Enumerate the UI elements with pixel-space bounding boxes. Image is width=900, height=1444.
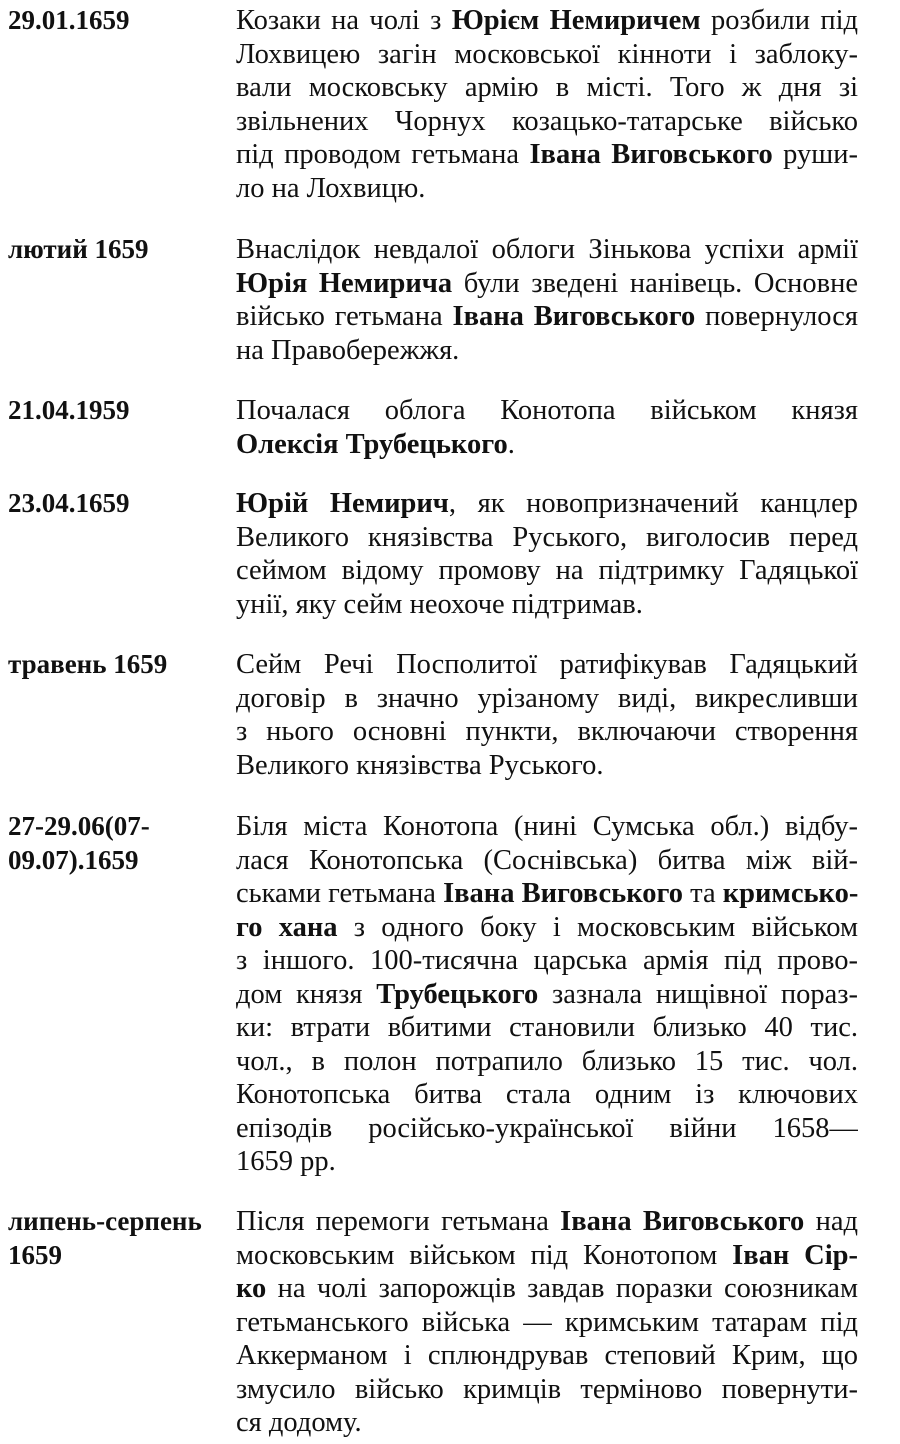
entry-text (236, 648, 858, 782)
text-line (236, 978, 858, 1012)
entry-text (236, 394, 858, 461)
bold-name: кримсько- (722, 878, 858, 909)
bold-name: Іван Сір- (732, 1239, 858, 1271)
entry-date: 23.04.1659 (8, 488, 130, 518)
text-run: чол., в полон потрапило близько 15 тис. чол. (236, 1045, 858, 1077)
text-line (236, 810, 858, 844)
text-run: вали московську армію в місті. Того ж дня зі (236, 72, 858, 103)
text-line (236, 1112, 858, 1146)
text-run: та (683, 878, 723, 909)
text-line (236, 428, 858, 462)
bold-name: Олексія Трубецького (236, 428, 508, 460)
bold-name: Івана Виговського (560, 1206, 805, 1237)
entry-date: липень-серпень 1659 (8, 1206, 202, 1270)
text-run: епізодів російсько-української війни 1658— (236, 1112, 858, 1144)
bold-name: Юрій Немирич (236, 488, 449, 519)
text-run: повернулося (695, 301, 858, 332)
text-run: ськами гетьмана (236, 878, 444, 909)
text-line (236, 1406, 858, 1440)
text-line (236, 648, 858, 682)
text-line (236, 1145, 858, 1179)
text-run: Козаки на чолі з (236, 5, 452, 36)
text-line (236, 911, 858, 945)
text-line (236, 1306, 858, 1340)
text-run: над (804, 1206, 858, 1237)
text-line (236, 1272, 858, 1306)
text-run: дом князя (236, 978, 377, 1010)
bold-name: Івана Виговського (529, 139, 773, 170)
text-run: військо гетьмана (236, 301, 453, 332)
text-run: з одного боку і московським військом (337, 911, 858, 943)
text-line (236, 1078, 858, 1112)
text-run: Аккерманом і сплюндрував степовий Крим, що (236, 1340, 858, 1371)
bold-name: го хана (236, 911, 338, 943)
text-run: Почалася облога Конотопа військом князя (236, 395, 858, 426)
text-run: руши- (772, 139, 858, 170)
text-line (236, 71, 858, 105)
text-line (236, 267, 858, 301)
bold-name: Івана Виговського (452, 301, 696, 332)
text-line (236, 233, 858, 267)
text-line (236, 521, 858, 555)
text-run: ки: втрати вбитими становили близько 40 тис. (236, 1012, 858, 1043)
text-line (236, 334, 858, 368)
text-run: були зведені нанівець. Основне (452, 267, 858, 299)
text-line (236, 944, 858, 978)
text-line (236, 554, 858, 588)
text-line (236, 1239, 858, 1273)
entry-date: травень 1659 (8, 649, 168, 679)
text-run: ся додому. (236, 1407, 362, 1438)
text-line (236, 487, 858, 521)
entry-text (236, 4, 858, 205)
text-run: з нього основні пункти, включаючи створення (236, 716, 858, 747)
text-run: змусило військо кримців терміново повернути- (236, 1373, 858, 1405)
text-run: 1659 рр. (236, 1146, 336, 1177)
text-run: унії, яку сейм неохоче підтримав. (236, 588, 643, 620)
text-run: Конотопська битва стала одним із ключових (236, 1079, 858, 1110)
text-run: на чолі запорожців завдав поразки союзникам (266, 1273, 858, 1304)
bold-name: Юрія Немирича (236, 267, 453, 299)
text-line (236, 138, 858, 172)
text-line (236, 172, 858, 206)
text-run: Лохвицею загін московської кінноти і заблоку- (236, 38, 858, 70)
text-line (236, 682, 858, 716)
text-line (236, 105, 858, 139)
text-line (236, 4, 858, 38)
text-line (236, 844, 858, 878)
text-run: лася Конотопська (Соснівська) битва між вій- (236, 844, 858, 876)
entry-date: лютий 1659 (8, 234, 149, 264)
text-run: . (507, 428, 515, 460)
bold-name: ко (236, 1273, 267, 1304)
entry-date: 29.01.1659 (8, 5, 130, 35)
bold-name: Івана Виговського (443, 878, 684, 909)
text-run: Великого князівства Руського. (236, 749, 604, 781)
text-line (236, 1339, 858, 1373)
entry-text (236, 233, 858, 367)
text-run: з іншого. 100-тисячна царська армія під прово- (236, 945, 858, 976)
text-run: Сейм Речі Посполитої ратифікував Гадяцький (236, 649, 858, 680)
text-run: Біля міста Конотопа (нині Сумська обл.) відбу- (236, 811, 858, 842)
text-run: Внаслідок невдалої облоги Зінькова успіхи армії (236, 234, 858, 265)
text-line (236, 394, 858, 428)
text-run: московським військом під Конотопом (236, 1239, 733, 1271)
text-run: ло на Лохвицю. (236, 172, 426, 204)
text-run: Після перемоги гетьмана (236, 1206, 561, 1237)
text-line (236, 1373, 858, 1407)
text-line (236, 1011, 858, 1045)
text-run: гетьманського війська — кримським татарам під (236, 1306, 858, 1338)
text-run: зазнала нищівної пораз- (538, 978, 858, 1010)
text-run: Великого князівства Руського, виголосив перед (236, 521, 858, 553)
text-run: під проводом гетьмана (236, 139, 530, 170)
text-line (236, 877, 858, 911)
entry-date: 21.04.1959 (8, 395, 130, 425)
text-run: договір в значно урізаному виді, викресливши (236, 682, 858, 714)
text-line (236, 749, 858, 783)
entry-text (236, 810, 858, 1179)
text-line (236, 588, 858, 622)
text-line (236, 300, 858, 334)
text-line (236, 1205, 858, 1239)
entry-text (236, 1205, 858, 1440)
text-run: , як новопризначений канцлер (448, 488, 858, 519)
entry-date: 27-29.06(07- 09.07).1659 (8, 811, 150, 875)
text-run: розбили під (700, 5, 858, 36)
bold-name: Юрієм Немиричем (451, 5, 701, 36)
text-run: сеймом відому промову на підтримку Гадяцької (236, 555, 858, 586)
bold-name: Трубецького (376, 978, 539, 1010)
text-run: звільнених Чорнух козацько-татарське військо (236, 105, 858, 137)
entry-text (236, 487, 858, 621)
text-line (236, 715, 858, 749)
text-run: на Правобережжя. (236, 334, 460, 366)
text-line (236, 1045, 858, 1079)
text-line (236, 38, 858, 72)
